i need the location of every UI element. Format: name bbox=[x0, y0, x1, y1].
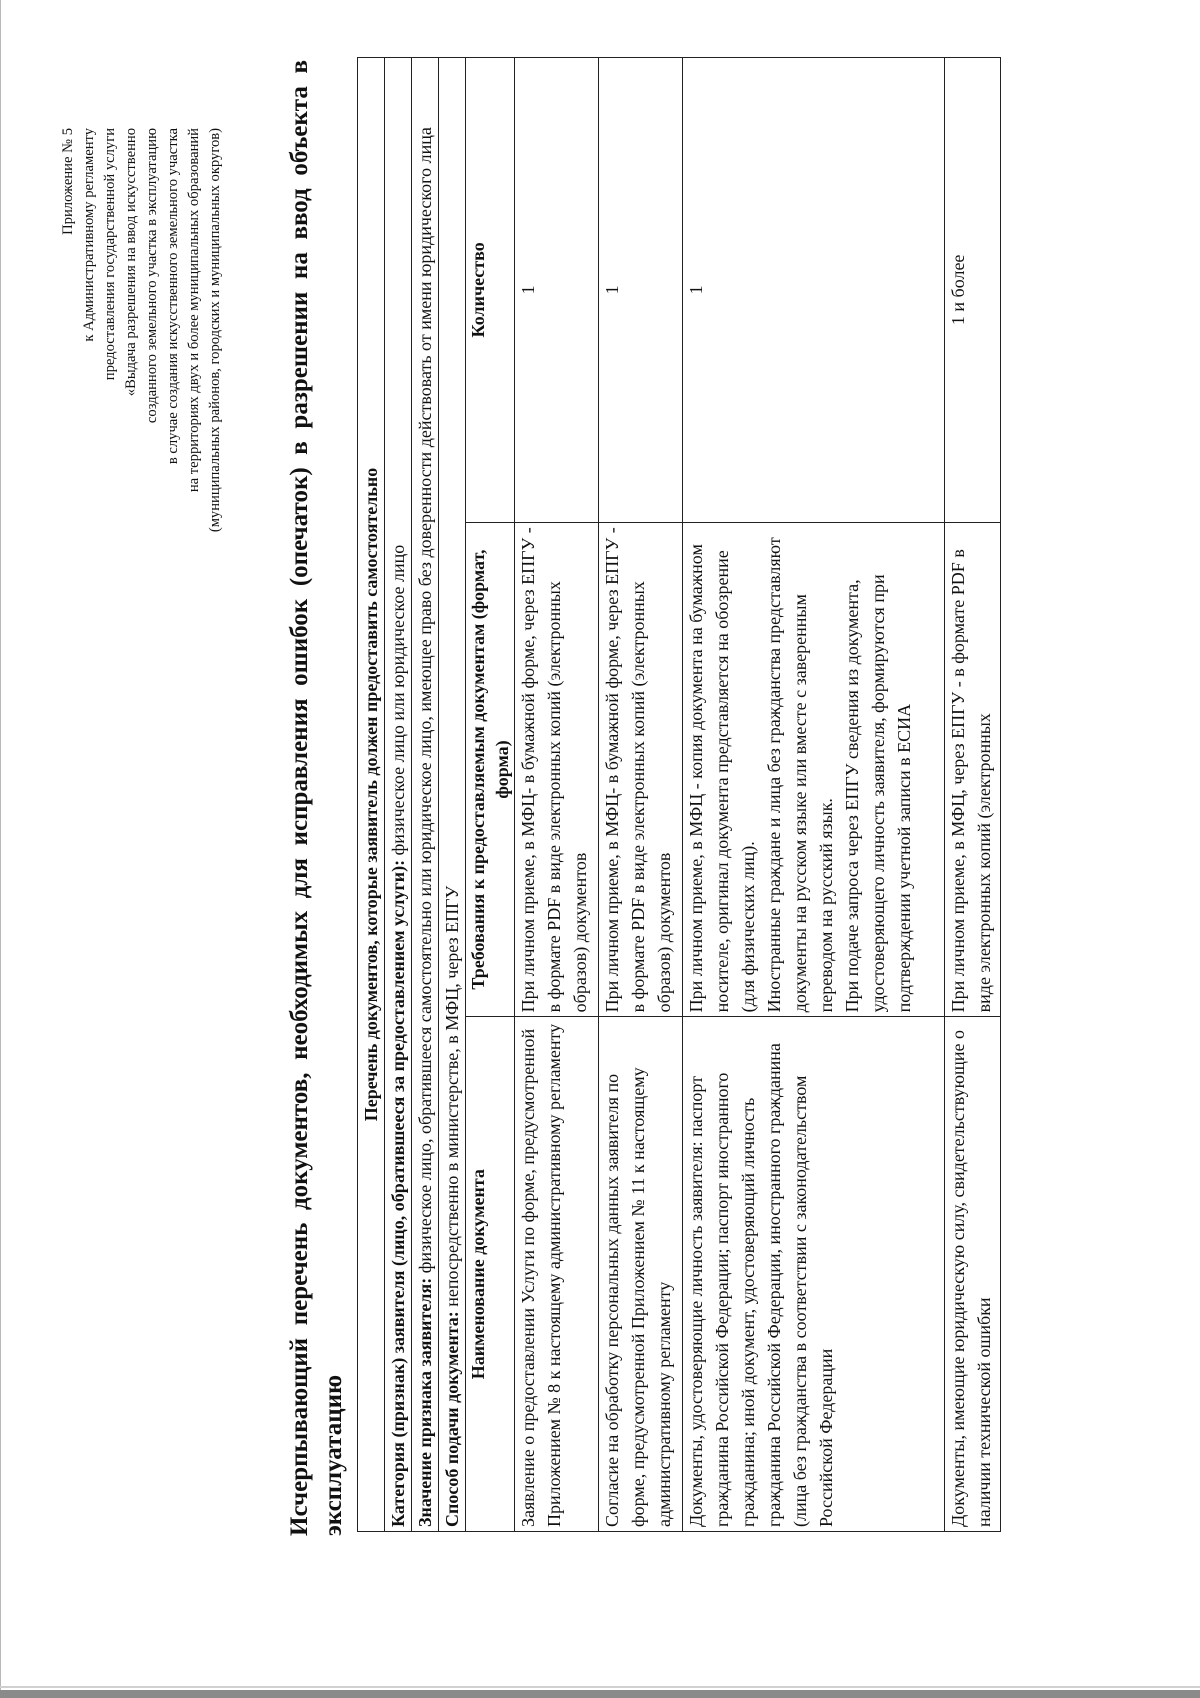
table-row bbox=[599, 58, 683, 1532]
category-row bbox=[385, 58, 412, 1532]
row-quantity: 1 и более bbox=[945, 58, 1001, 523]
appendix-line: «Выдача разрешения на ввод искусственно bbox=[123, 128, 139, 397]
header-requirements: Требования к предоставляемым документам (формат, форма) bbox=[466, 522, 515, 1017]
row-document-name: Документы, удостоверяющие личность заявителя: паспорт гражданина Российской Федерации; паспорт иностранного гражданина; иной документ, удостоверяющий личность гражданина Российской Федерации, иностранного гражданина (лица без гражданства в соответствии с законодательством Российской Федерации bbox=[683, 1017, 945, 1532]
appendix-line: предоставления государственной услуги bbox=[102, 128, 118, 381]
appendix-line: в случае создания искусственного земельного участка bbox=[165, 128, 181, 465]
row-requirements bbox=[683, 522, 945, 1017]
row-quantity: 1 bbox=[599, 58, 683, 523]
table-caption: Перечень документов, которые заявитель должен предоставить самостоятельно bbox=[358, 58, 385, 1532]
row-requirements: При личном приеме, в МФЦ- в бумажной форме, через ЕПГУ - в формате PDF в виде электронных копий (электронных образов) документов bbox=[515, 522, 599, 1017]
row-quantity: 1 bbox=[515, 58, 599, 523]
appendix-line: (муниципальных районов, городских и муниципальных округов) bbox=[207, 128, 223, 533]
category-value: физическое лицо или юридическое лицо bbox=[388, 544, 408, 856]
method-label: Способ подачи документа: bbox=[442, 1311, 462, 1527]
appendix-header bbox=[58, 128, 226, 768]
row-requirements: При личном приеме, в МФЦ, через ЕПГУ - в формате PDF в виде электронных копий (электронных bbox=[945, 522, 1001, 1017]
header-name: Наименование документа bbox=[466, 1017, 515, 1532]
scan-bottom-edge bbox=[0, 1690, 1200, 1698]
method-row bbox=[439, 58, 466, 1532]
header-quantity: Количество bbox=[466, 58, 515, 523]
requirements-paragraph: Иностранные граждане и лица без гражданства представляют документы на русском языке или вместе с заверенным переводом на русский язык. bbox=[764, 537, 836, 1013]
category-cell bbox=[385, 58, 412, 1532]
attribute-row bbox=[412, 58, 439, 1532]
row-document-name: Документы, имеющие юридическую силу, свидетельствующие о наличии технической ошибки bbox=[945, 1017, 1001, 1532]
attribute-label: Значение признака заявителя: bbox=[415, 1277, 435, 1527]
table-header-row bbox=[466, 58, 515, 1532]
method-value: непосредственно в министерстве, в МФЦ, через ЕПГУ bbox=[442, 885, 462, 1307]
scan-bottom-line bbox=[0, 1686, 1200, 1688]
row-document-name: Заявление о предоставлении Услуги по форме, предусмотренной Приложением № 8 к настоящему административному регламенту bbox=[515, 1017, 599, 1532]
attribute-cell bbox=[412, 58, 439, 1532]
table-row bbox=[945, 58, 1001, 1532]
row-quantity: 1 bbox=[683, 58, 945, 523]
category-label: Категория (признак) заявителя (лицо, обратившееся за предоставлением услуги): bbox=[388, 859, 408, 1527]
table-row bbox=[515, 58, 599, 1532]
appendix-line: к Административному регламенту bbox=[81, 128, 97, 342]
table-caption-row bbox=[358, 58, 385, 1532]
appendix-line: Приложение № 5 bbox=[60, 128, 76, 235]
attribute-value: физическое лицо, обратившееся самостоятельно или юридическое лицо, имеющее право без доверенности действовать от имени юридического лица bbox=[415, 127, 435, 1274]
appendix-line: на территориях двух и более муниципальных образований bbox=[186, 128, 202, 493]
requirements-paragraph: При подаче запроса через ЕПГУ сведения из документа, удостоверяющего личность заявителя, формируются при подтверждении учетной записи в ЕСИА bbox=[842, 574, 914, 1013]
requirements-paragraph: При личном приеме, в МФЦ - копия документа на бумажном носителе, оригинал документа представляется на обозрение (для физических лиц). bbox=[686, 544, 758, 1013]
documents-table bbox=[357, 57, 1001, 1532]
row-document-name: Согласие на обработку персональных данных заявителя по форме, предусмотренной Приложением № 11 к настоящему административному регламенту bbox=[599, 1017, 683, 1532]
document-title: Исчерпывающий перечень документов, необходимых для исправления ошибок (опечаток) в разрешении на ввод объекта в эксплуатацию bbox=[286, 60, 347, 1536]
table-row bbox=[683, 58, 945, 1532]
method-cell bbox=[439, 58, 466, 1532]
appendix-line: созданного земельного участка в эксплуатацию bbox=[144, 128, 160, 424]
row-requirements: При личном приеме, в МФЦ- в бумажной форме, через ЕПГУ - в формате PDF в виде электронных копий (электронных образов) документов bbox=[599, 522, 683, 1017]
